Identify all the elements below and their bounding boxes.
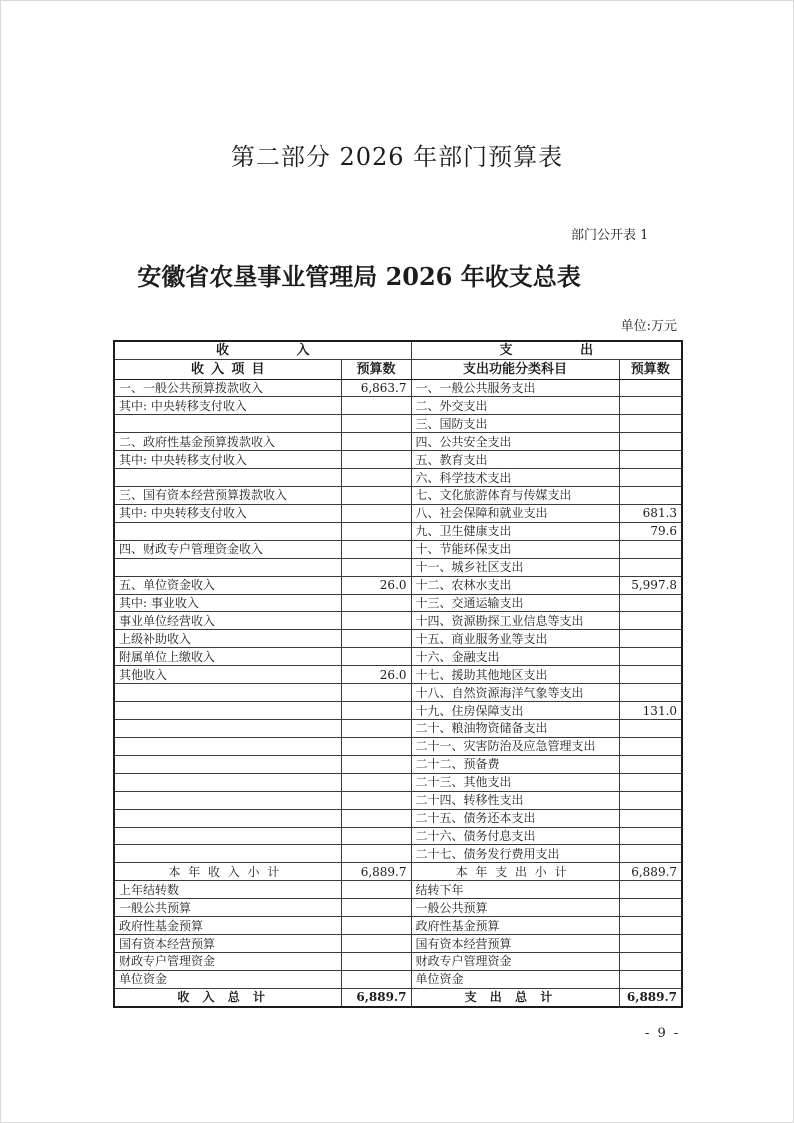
income-budget-cell bbox=[341, 487, 411, 505]
income-item-cell: 其中: 事业收入 bbox=[114, 594, 341, 612]
expense-item-cell: 本年支出小计 bbox=[411, 863, 619, 881]
income-budget-cell bbox=[341, 935, 411, 953]
income-item-cell: 政府性基金预算 bbox=[114, 917, 341, 935]
income-item-cell: 收入总计 bbox=[114, 988, 341, 1007]
income-item-cell bbox=[114, 522, 341, 540]
income-budget-cell bbox=[341, 504, 411, 522]
table-row bbox=[114, 970, 682, 988]
income-section-label: 收入 bbox=[215, 342, 378, 358]
income-item-cell: 四、财政专户管理资金收入 bbox=[114, 540, 341, 558]
table-row bbox=[114, 540, 682, 558]
income-item-cell bbox=[114, 791, 341, 809]
income-budget-cell bbox=[341, 648, 411, 666]
expense-budget-cell bbox=[619, 612, 682, 630]
expense-budget-cell bbox=[619, 487, 682, 505]
income-budget-cell bbox=[341, 899, 411, 917]
expense-item-cell: 二十四、转移性支出 bbox=[411, 791, 619, 809]
expense-budget-cell bbox=[619, 827, 682, 845]
table-row bbox=[114, 881, 682, 899]
table-row bbox=[114, 737, 682, 755]
income-budget-cell bbox=[341, 809, 411, 827]
expense-budget-cell bbox=[619, 540, 682, 558]
expense-item-cell: 财政专户管理资金 bbox=[411, 953, 619, 971]
expense-item-cell: 三、国防支出 bbox=[411, 415, 619, 433]
table-row bbox=[114, 917, 682, 935]
expense-item-cell: 十七、援助其他地区支出 bbox=[411, 666, 619, 684]
expense-budget-cell bbox=[619, 953, 682, 971]
income-item-column-label: 收入项目 bbox=[191, 361, 272, 377]
expense-item-cell: 五、教育支出 bbox=[411, 451, 619, 469]
expense-budget-cell bbox=[619, 666, 682, 684]
expense-budget-cell bbox=[619, 415, 682, 433]
income-budget-cell bbox=[341, 827, 411, 845]
income-budget-cell bbox=[341, 720, 411, 738]
income-budget-cell: 26.0 bbox=[341, 666, 411, 684]
expense-budget-cell: 79.6 bbox=[619, 522, 682, 540]
part-title: 第二部分 2026 年部门预算表 bbox=[230, 143, 564, 171]
expense-budget-cell bbox=[619, 469, 682, 487]
income-item-cell bbox=[114, 415, 341, 433]
table-row bbox=[114, 935, 682, 953]
income-item-cell: 五、单位资金收入 bbox=[114, 576, 341, 594]
income-budget-cell bbox=[341, 594, 411, 612]
income-budget-cell bbox=[341, 791, 411, 809]
income-item-cell: 其中: 中央转移支付收入 bbox=[114, 451, 341, 469]
table-row bbox=[114, 899, 682, 917]
expense-section-header bbox=[411, 341, 682, 359]
expense-item-cell: 支出总计 bbox=[411, 988, 619, 1007]
expense-item-cell: 十、节能环保支出 bbox=[411, 540, 619, 558]
income-budget-cell bbox=[341, 953, 411, 971]
income-budget-cell: 26.0 bbox=[341, 576, 411, 594]
expense-budget-cell bbox=[619, 594, 682, 612]
income-budget-cell: 6,863.7 bbox=[341, 379, 411, 397]
income-item-cell bbox=[114, 684, 341, 702]
expense-item-cell: 一般公共预算 bbox=[411, 899, 619, 917]
expense-item-cell: 二十六、债务付息支出 bbox=[411, 827, 619, 845]
expense-budget-cell bbox=[619, 558, 682, 576]
expense-budget-cell bbox=[619, 791, 682, 809]
income-item-cell: 其他收入 bbox=[114, 666, 341, 684]
income-item-cell: 财政专户管理资金 bbox=[114, 953, 341, 971]
income-budget-cell bbox=[341, 415, 411, 433]
income-budget-cell bbox=[341, 469, 411, 487]
unit-note: 单位:万元 bbox=[620, 319, 677, 334]
table-row bbox=[114, 863, 682, 881]
expense-item-cell: 十二、农林水支出 bbox=[411, 576, 619, 594]
table-row bbox=[114, 773, 682, 791]
expense-budget-cell bbox=[619, 899, 682, 917]
expense-budget-cell: 681.3 bbox=[619, 504, 682, 522]
table-title: 安徽省农垦事业管理局 2026 年收支总表 bbox=[137, 262, 581, 291]
table-row bbox=[114, 827, 682, 845]
expense-budget-cell bbox=[619, 755, 682, 773]
expense-budget-cell bbox=[619, 917, 682, 935]
income-budget-cell bbox=[341, 684, 411, 702]
expense-budget-cell: 6,889.7 bbox=[619, 863, 682, 881]
table-body bbox=[114, 379, 682, 1007]
expense-item-cell: 十一、城乡社区支出 bbox=[411, 558, 619, 576]
income-budget-cell bbox=[341, 612, 411, 630]
expense-budget-cell bbox=[619, 881, 682, 899]
section-header-row bbox=[114, 341, 682, 359]
expense-item-cell: 二十三、其他支出 bbox=[411, 773, 619, 791]
income-item-cell: 二、政府性基金预算拨款收入 bbox=[114, 433, 341, 451]
income-item-cell: 事业单位经营收入 bbox=[114, 612, 341, 630]
income-item-column-header bbox=[114, 359, 341, 379]
income-item-cell bbox=[114, 737, 341, 755]
expense-item-cell: 八、社会保障和就业支出 bbox=[411, 504, 619, 522]
expense-item-cell: 四、公共安全支出 bbox=[411, 433, 619, 451]
income-section-header bbox=[114, 341, 411, 359]
income-item-cell: 单位资金 bbox=[114, 970, 341, 988]
income-budget-cell bbox=[341, 845, 411, 863]
expense-budget-cell bbox=[619, 397, 682, 415]
expense-item-cell: 六、科学技术支出 bbox=[411, 469, 619, 487]
table-row bbox=[114, 755, 682, 773]
table-row bbox=[114, 397, 682, 415]
expense-item-cell: 十四、资源勘探工业信息等支出 bbox=[411, 612, 619, 630]
table-row bbox=[114, 988, 682, 1007]
table-row bbox=[114, 451, 682, 469]
table-label: 部门公开表 1 bbox=[571, 228, 649, 243]
expense-budget-cell bbox=[619, 970, 682, 988]
table-row bbox=[114, 630, 682, 648]
expense-item-cell: 结转下年 bbox=[411, 881, 619, 899]
table-row bbox=[114, 594, 682, 612]
income-item-cell: 其中: 中央转移支付收入 bbox=[114, 504, 341, 522]
expense-item-cell: 二十七、债务发行费用支出 bbox=[411, 845, 619, 863]
income-item-cell: 上级补助收入 bbox=[114, 630, 341, 648]
expense-budget-cell: 131.0 bbox=[619, 702, 682, 720]
expense-budget-cell: 5,997.8 bbox=[619, 576, 682, 594]
column-header-row bbox=[114, 359, 682, 379]
table-header bbox=[114, 341, 682, 379]
expense-budget-cell bbox=[619, 451, 682, 469]
table-row bbox=[114, 791, 682, 809]
expense-item-column-header: 支出功能分类科目 bbox=[411, 359, 619, 379]
table-row bbox=[114, 558, 682, 576]
income-budget-cell bbox=[341, 755, 411, 773]
expense-item-cell: 七、文化旅游体育与传媒支出 bbox=[411, 487, 619, 505]
table-row bbox=[114, 504, 682, 522]
table-row bbox=[114, 415, 682, 433]
table-row bbox=[114, 522, 682, 540]
income-budget-cell bbox=[341, 702, 411, 720]
income-budget-cell: 6,889.7 bbox=[341, 988, 411, 1007]
expense-item-cell: 十五、商业服务业等支出 bbox=[411, 630, 619, 648]
expense-item-cell: 国有资本经营预算 bbox=[411, 935, 619, 953]
table-row bbox=[114, 612, 682, 630]
income-budget-cell bbox=[341, 881, 411, 899]
table-row bbox=[114, 469, 682, 487]
income-item-cell: 其中: 中央转移支付收入 bbox=[114, 397, 341, 415]
income-budget-column-header: 预算数 bbox=[341, 359, 411, 379]
income-budget-cell bbox=[341, 773, 411, 791]
table-row bbox=[114, 720, 682, 738]
expense-budget-cell bbox=[619, 433, 682, 451]
expense-budget-cell bbox=[619, 720, 682, 738]
expense-budget-cell bbox=[619, 935, 682, 953]
income-item-cell bbox=[114, 809, 341, 827]
income-budget-cell bbox=[341, 451, 411, 469]
table-row bbox=[114, 487, 682, 505]
expense-budget-cell bbox=[619, 630, 682, 648]
expense-item-cell: 十三、交通运输支出 bbox=[411, 594, 619, 612]
income-budget-cell bbox=[341, 433, 411, 451]
income-budget-cell bbox=[341, 630, 411, 648]
income-budget-cell bbox=[341, 558, 411, 576]
expense-item-cell: 二十一、灾害防治及应急管理支出 bbox=[411, 737, 619, 755]
expense-budget-cell bbox=[619, 379, 682, 397]
expense-budget-column-header: 预算数 bbox=[619, 359, 682, 379]
expense-budget-cell bbox=[619, 737, 682, 755]
income-item-cell: 一般公共预算 bbox=[114, 899, 341, 917]
expense-section-label: 支出 bbox=[499, 342, 661, 358]
expense-item-cell: 二十五、债务还本支出 bbox=[411, 809, 619, 827]
income-item-cell bbox=[114, 469, 341, 487]
expense-budget-cell: 6,889.7 bbox=[619, 988, 682, 1007]
table-row bbox=[114, 953, 682, 971]
expense-item-cell: 二十、粮油物资储备支出 bbox=[411, 720, 619, 738]
income-item-cell bbox=[114, 702, 341, 720]
expense-budget-cell bbox=[619, 809, 682, 827]
expense-item-cell: 九、卫生健康支出 bbox=[411, 522, 619, 540]
income-budget-cell bbox=[341, 970, 411, 988]
expense-item-cell: 政府性基金预算 bbox=[411, 917, 619, 935]
expense-item-cell: 一、一般公共服务支出 bbox=[411, 379, 619, 397]
expense-item-cell: 十八、自然资源海洋气象等支出 bbox=[411, 684, 619, 702]
income-item-cell: 国有资本经营预算 bbox=[114, 935, 341, 953]
income-item-cell: 本年收入小计 bbox=[114, 863, 341, 881]
table-row bbox=[114, 576, 682, 594]
income-item-cell bbox=[114, 558, 341, 576]
table-row bbox=[114, 809, 682, 827]
table-row bbox=[114, 845, 682, 863]
expense-item-cell: 十九、住房保障支出 bbox=[411, 702, 619, 720]
expense-item-cell: 二十二、预备费 bbox=[411, 755, 619, 773]
expense-item-cell: 单位资金 bbox=[411, 970, 619, 988]
expense-budget-cell bbox=[619, 773, 682, 791]
income-item-cell bbox=[114, 755, 341, 773]
expense-budget-cell bbox=[619, 845, 682, 863]
income-budget-cell bbox=[341, 540, 411, 558]
income-budget-cell bbox=[341, 917, 411, 935]
table-row bbox=[114, 433, 682, 451]
income-item-cell: 上年结转数 bbox=[114, 881, 341, 899]
table-row bbox=[114, 379, 682, 397]
table-row bbox=[114, 666, 682, 684]
income-item-cell bbox=[114, 773, 341, 791]
expense-budget-cell bbox=[619, 684, 682, 702]
expense-item-cell: 十六、金融支出 bbox=[411, 648, 619, 666]
income-budget-cell: 6,889.7 bbox=[341, 863, 411, 881]
income-item-cell: 三、国有资本经营预算拨款收入 bbox=[114, 487, 341, 505]
income-budget-cell bbox=[341, 397, 411, 415]
table-row bbox=[114, 702, 682, 720]
income-item-cell bbox=[114, 827, 341, 845]
income-budget-cell bbox=[341, 522, 411, 540]
expense-budget-cell bbox=[619, 648, 682, 666]
income-item-cell bbox=[114, 845, 341, 863]
income-budget-cell bbox=[341, 737, 411, 755]
income-item-cell: 一、一般公共预算拨款收入 bbox=[114, 379, 341, 397]
expense-item-cell: 二、外交支出 bbox=[411, 397, 619, 415]
income-item-cell bbox=[114, 720, 341, 738]
budget-table bbox=[113, 340, 683, 1008]
table-row bbox=[114, 684, 682, 702]
table-row bbox=[114, 648, 682, 666]
income-item-cell: 附属单位上缴收入 bbox=[114, 648, 341, 666]
page-number: - 9 - bbox=[645, 1026, 681, 1041]
